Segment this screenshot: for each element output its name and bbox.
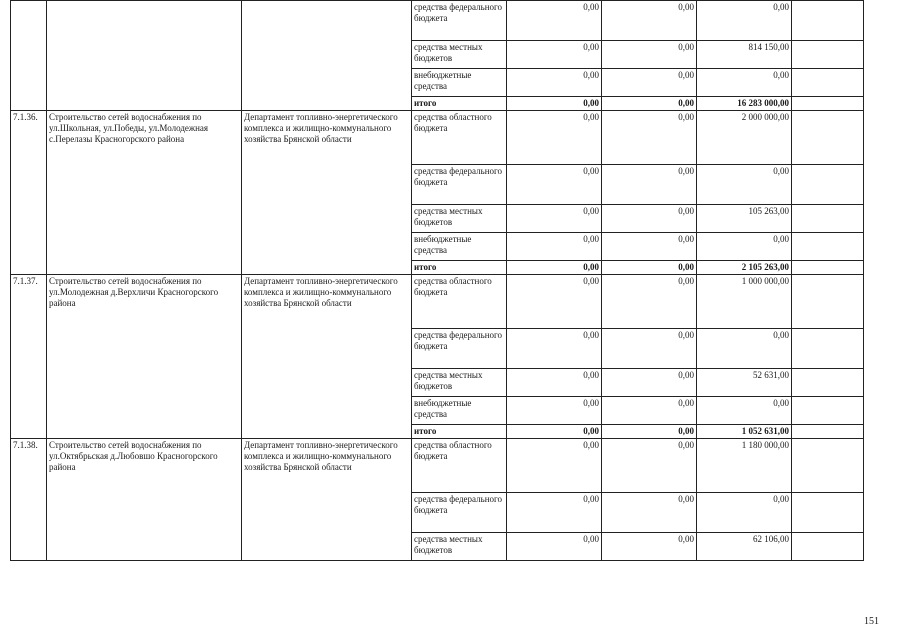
funding-source: средства областного бюджета <box>412 439 507 493</box>
amount-value: 62 106,00 <box>697 533 792 561</box>
amount-value: 0,00 <box>507 493 602 533</box>
amount-value: 814 150,00 <box>697 41 792 69</box>
amount-value: 0,00 <box>507 439 602 493</box>
item-code: 7.1.38. <box>11 439 47 561</box>
amount-value: 0,00 <box>507 1 602 41</box>
empty-cell <box>792 205 864 233</box>
funding-source: итого <box>412 261 507 275</box>
funding-source: средства местных бюджетов <box>412 533 507 561</box>
amount-value: 0,00 <box>602 261 697 275</box>
amount-value: 0,00 <box>602 425 697 439</box>
amount-value: 0,00 <box>602 329 697 369</box>
item-department <box>242 1 412 111</box>
amount-value: 0,00 <box>507 165 602 205</box>
item-title <box>47 1 242 111</box>
empty-cell <box>792 275 864 329</box>
empty-cell <box>792 165 864 205</box>
empty-cell <box>792 1 864 41</box>
funding-source: средства федерального бюджета <box>412 165 507 205</box>
amount-value: 0,00 <box>507 111 602 165</box>
empty-cell <box>792 533 864 561</box>
empty-cell <box>792 397 864 425</box>
empty-cell <box>792 261 864 275</box>
amount-value: 0,00 <box>602 111 697 165</box>
amount-value: 0,00 <box>507 533 602 561</box>
table-row <box>11 1 864 41</box>
table-row <box>11 111 864 165</box>
amount-value: 0,00 <box>602 533 697 561</box>
amount-value: 0,00 <box>507 41 602 69</box>
funding-source: средства местных бюджетов <box>412 205 507 233</box>
amount-value: 0,00 <box>602 233 697 261</box>
empty-cell <box>792 439 864 493</box>
empty-cell <box>792 369 864 397</box>
empty-cell <box>792 111 864 165</box>
amount-value: 0,00 <box>507 397 602 425</box>
funding-source: внебюджетные средства <box>412 69 507 97</box>
amount-value: 0,00 <box>697 233 792 261</box>
funding-source: итого <box>412 425 507 439</box>
table-row <box>11 439 864 493</box>
item-title: Строительство сетей водоснабжения по ул.Школьная, ул.Победы, ул.Молодежная с.Перелазы Красногорского района <box>47 111 242 275</box>
funding-source: средства федерального бюджета <box>412 1 507 41</box>
funding-source: средства федерального бюджета <box>412 493 507 533</box>
amount-value: 0,00 <box>507 97 602 111</box>
amount-value: 1 052 631,00 <box>697 425 792 439</box>
amount-value: 0,00 <box>602 97 697 111</box>
table-row <box>11 275 864 329</box>
empty-cell <box>792 69 864 97</box>
amount-value: 0,00 <box>602 493 697 533</box>
amount-value: 0,00 <box>602 41 697 69</box>
amount-value: 2 105 263,00 <box>697 261 792 275</box>
amount-value: 1 000 000,00 <box>697 275 792 329</box>
amount-value: 0,00 <box>697 397 792 425</box>
amount-value: 0,00 <box>602 439 697 493</box>
empty-cell <box>792 41 864 69</box>
item-code: 7.1.37. <box>11 275 47 439</box>
amount-value: 0,00 <box>507 329 602 369</box>
item-department: Департамент топливно-энергетического комплекса и жилищно-коммунального хозяйства Брянской области <box>242 275 412 439</box>
amount-value: 0,00 <box>507 233 602 261</box>
amount-value: 0,00 <box>697 1 792 41</box>
item-title: Строительство сетей водоснабжения по ул.Молодежная д.Верхличи Красногорского района <box>47 275 242 439</box>
amount-value: 0,00 <box>697 69 792 97</box>
amount-value: 105 263,00 <box>697 205 792 233</box>
amount-value: 0,00 <box>507 261 602 275</box>
item-code: 7.1.36. <box>11 111 47 275</box>
amount-value: 0,00 <box>602 69 697 97</box>
empty-cell <box>792 493 864 533</box>
funding-source: средства местных бюджетов <box>412 369 507 397</box>
amount-value: 0,00 <box>697 165 792 205</box>
item-title: Строительство сетей водоснабжения по ул.Октябрьская д.Любовшо Красногорского района <box>47 439 242 561</box>
table-body <box>11 1 864 561</box>
document-page <box>10 0 864 561</box>
funding-source: средства областного бюджета <box>412 111 507 165</box>
item-code <box>11 1 47 111</box>
funding-source: средства местных бюджетов <box>412 41 507 69</box>
amount-value: 0,00 <box>507 275 602 329</box>
amount-value: 0,00 <box>507 369 602 397</box>
page-number: 151 <box>864 616 879 627</box>
amount-value: 0,00 <box>507 425 602 439</box>
amount-value: 0,00 <box>602 275 697 329</box>
amount-value: 0,00 <box>697 493 792 533</box>
amount-value: 0,00 <box>507 69 602 97</box>
amount-value: 52 631,00 <box>697 369 792 397</box>
funding-source: внебюджетные средства <box>412 397 507 425</box>
budget-table <box>10 0 864 561</box>
funding-source: итого <box>412 97 507 111</box>
funding-source: внебюджетные средства <box>412 233 507 261</box>
funding-source: средства федерального бюджета <box>412 329 507 369</box>
amount-value: 0,00 <box>697 329 792 369</box>
empty-cell <box>792 233 864 261</box>
empty-cell <box>792 425 864 439</box>
empty-cell <box>792 329 864 369</box>
empty-cell <box>792 97 864 111</box>
amount-value: 0,00 <box>602 369 697 397</box>
amount-value: 0,00 <box>602 165 697 205</box>
amount-value: 1 180 000,00 <box>697 439 792 493</box>
amount-value: 0,00 <box>507 205 602 233</box>
funding-source: средства областного бюджета <box>412 275 507 329</box>
amount-value: 0,00 <box>602 205 697 233</box>
amount-value: 0,00 <box>602 397 697 425</box>
amount-value: 16 283 000,00 <box>697 97 792 111</box>
item-department: Департамент топливно-энергетического комплекса и жилищно-коммунального хозяйства Брянской области <box>242 439 412 561</box>
amount-value: 2 000 000,00 <box>697 111 792 165</box>
amount-value: 0,00 <box>602 1 697 41</box>
item-department: Департамент топливно-энергетического комплекса и жилищно-коммунального хозяйства Брянской области <box>242 111 412 275</box>
